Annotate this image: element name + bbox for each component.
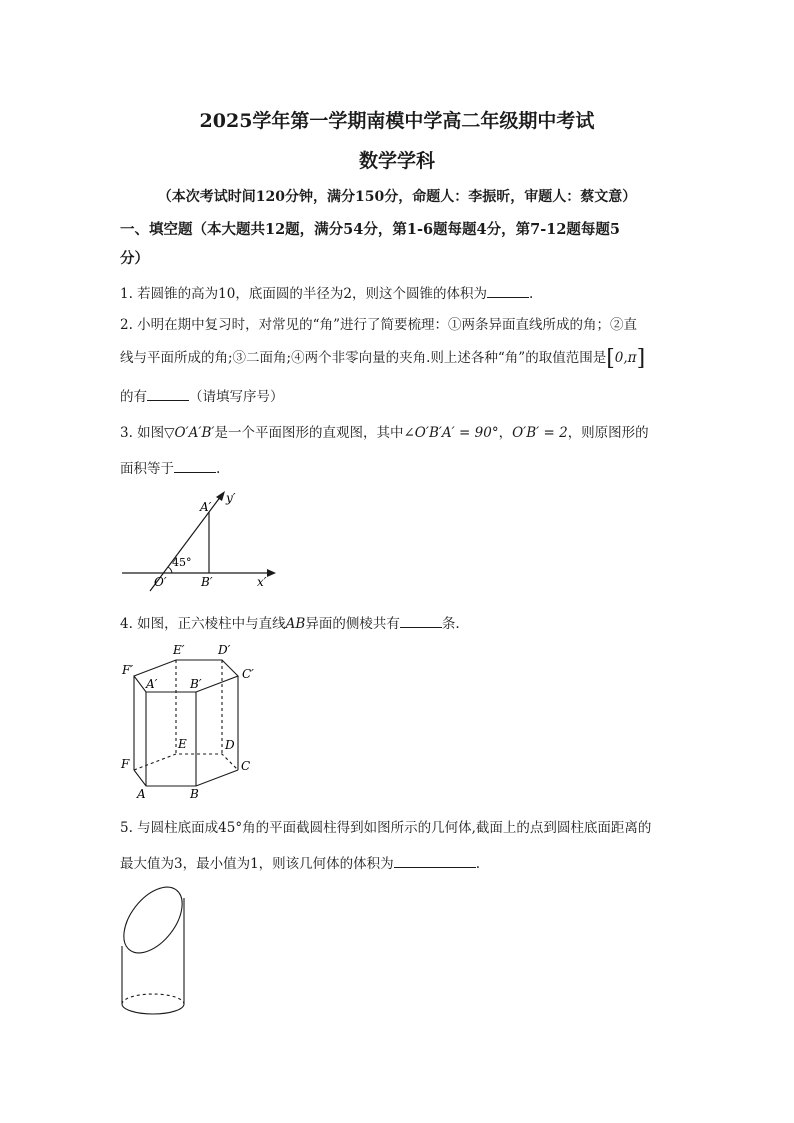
exam-title: 2025学年第一学期南模中学高二年级期中考试 [199, 110, 595, 132]
line-ab: AB [285, 616, 306, 632]
question-5-line2-text: 最大值为3，最小值为1，则该几何体的体积为 [120, 856, 394, 872]
question-5-line2 [120, 852, 480, 872]
label-b: B [190, 787, 199, 801]
slanted-cross-section [116, 880, 194, 963]
length-expression: O′B′ = 2 [512, 425, 568, 441]
question-2-line1: 2. 小明在期中复习时，对常见的“角”进行了简要梳理：①两条异面直线所成的角；②直 [120, 317, 637, 333]
label-c-prime: C′ [242, 667, 254, 681]
angle-expression: ∠O′B′A′ = 90° [403, 425, 499, 441]
base-back-arc [122, 994, 184, 1004]
question-2-line3 [120, 385, 284, 405]
section-heading-line1: 一、填空题（本大题共12题，满分54分，第1-6题每题4分，第7-12题每题5 [120, 221, 621, 238]
question-4-text-c: 条. [441, 616, 460, 632]
question-2-line3-end: （请填写序号） [189, 389, 284, 405]
label-e: E [178, 737, 187, 751]
label-y: y′ [226, 491, 236, 505]
question-3-line2-text: 面积等于 [120, 461, 174, 477]
label-a-prime: A′ [146, 677, 158, 691]
answer-blank [394, 854, 476, 868]
figure-hexagonal-prism [118, 640, 268, 802]
question-4-text-a: 4. 如图，正六棱柱中与直线 [120, 616, 286, 632]
bottom-front-edges [134, 770, 238, 786]
label-f-prime: F′ [122, 663, 134, 677]
question-1-text: 1. 若圆锥的高为10，底面圆的半径为2，则这个圆锥的体积为 [120, 286, 487, 302]
question-3-end: . [216, 461, 221, 477]
label-f: F [121, 757, 130, 771]
label-o: O′ [154, 575, 167, 589]
x-axis-arrow [267, 569, 276, 577]
label-b-prime: B′ [190, 677, 202, 691]
label-a: A [137, 787, 146, 801]
interval-open-bracket: [ [606, 346, 615, 371]
label-x: x′ [257, 575, 267, 589]
question-2-line3-start: 的有 [120, 389, 147, 405]
subject-title: 数学学科 [358, 150, 435, 172]
question-5-line1: 5. 与圆柱底面成45°角的平面截圆柱得到如图所示的几何体,截面上的点到圆柱底面距离的 [120, 820, 652, 836]
interval-close-bracket: ] [636, 346, 646, 371]
base-front-arc [122, 1004, 184, 1014]
question-3-line2 [120, 457, 220, 477]
y-axis-arrow [216, 491, 225, 501]
question-3-text-a: 3. 如图 [120, 425, 165, 441]
question-2-line2 [120, 346, 645, 371]
question-4 [120, 612, 460, 632]
question-1 [120, 282, 533, 302]
figure-oblique-axes [118, 488, 278, 593]
question-3-text-d: ，则原图形的 [567, 425, 649, 441]
figure-truncated-cylinder [116, 880, 196, 1020]
label-d-prime: D′ [218, 643, 231, 657]
label-b: B′ [201, 575, 213, 589]
label-e-prime: E′ [173, 643, 185, 657]
question-4-text-b: 异面的侧棱共有 [305, 616, 400, 632]
section-heading-line2: 分） [120, 250, 149, 267]
answer-blank [487, 284, 529, 298]
exam-info: （本次考试时间120分钟，满分150分，命题人：李振昕，审题人：蔡文意） [157, 189, 637, 205]
question-3-text-c: ， [498, 425, 513, 441]
label-angle: 45° [172, 556, 192, 569]
label-c: C [241, 759, 251, 773]
label-a: A′ [200, 500, 212, 514]
question-3-text-b: 是一个平面图形的直观图，其中 [214, 425, 404, 441]
label-d: D [225, 738, 235, 752]
question-3-line1 [120, 421, 649, 441]
question-1-end: . [528, 286, 534, 302]
triangle-symbol: ▽O′A′B′ [164, 425, 215, 441]
answer-blank [174, 459, 216, 473]
answer-blank [147, 387, 189, 401]
answer-blank [400, 614, 442, 628]
interval-value: 0,π [614, 350, 637, 366]
question-2-line2-text: 线与平面所成的角;③二面角;④两个非零向量的夹角.则上述各种“角”的取值范围是 [120, 350, 607, 366]
question-5-end: . [475, 856, 480, 872]
